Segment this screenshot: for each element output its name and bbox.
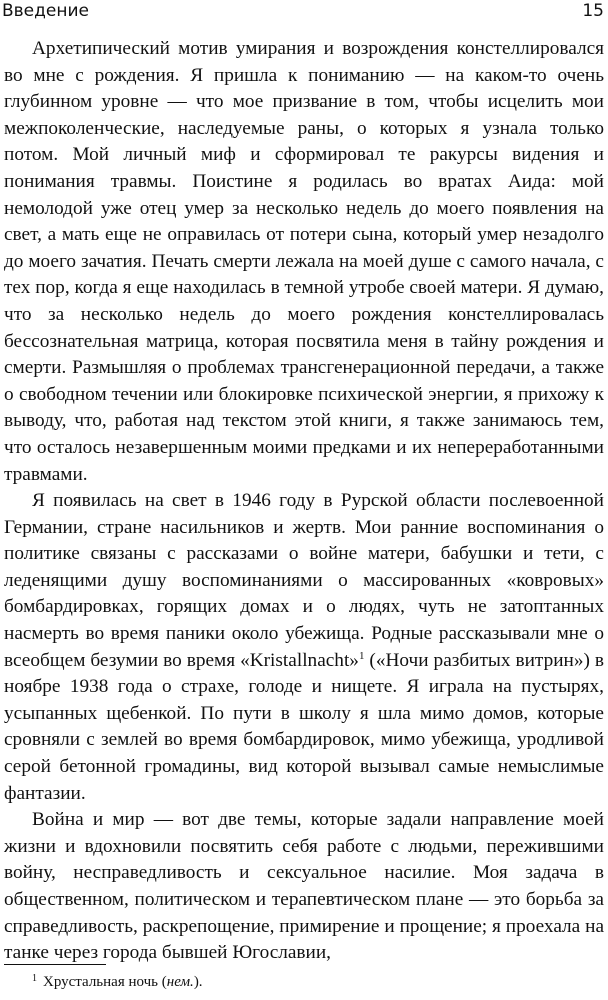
running-header (2, 0, 604, 24)
footnote-mark: 1 (32, 973, 37, 984)
paragraph-2 (4, 488, 604, 807)
body-text (4, 36, 604, 967)
footnote (4, 972, 604, 992)
footnote-divider (4, 964, 106, 965)
paragraph-2-part-2: («Ночи разбитых витрин») в ноябре 1938 года о страхе, голоде и нищете. Я играла на пустырях, усыпанных щебенкой. По пути в школу я шла мимо домов, которые сровняли с землей во время бомбардировок, мимо убежища, уродливой серой бетонной громадины, вид которой вызывал самые немыслимые фантазии. (4, 649, 604, 804)
footnote-reference[interactable]: 1 (358, 649, 365, 662)
page-number: 15 (582, 1, 604, 21)
paragraph-2-part-1: Я появилась на свет в 1946 году в Рурской области послевоенной Германии, стране насильников и жертв. Мои ранние воспоминания о политике связаны с рассказами о войне матери, бабушки и тети, с леденящими душу воспоминаниями о массированных «ковровых» бомбардировках, горящих домах и о людях, чуть не затоптанных насмерть во время паники около убежища. Родные рассказывали мне о всеобщем безумии во время «Kristallnacht» (4, 490, 604, 671)
footnote-text-end: ). (193, 974, 203, 990)
footnote-text: Хрустальная ночь ( (43, 974, 167, 990)
footnote-language-note: нем. (166, 974, 194, 990)
paragraph-3: Война и мир — вот две темы, которые задали направление моей жизни и вдохновили посвятить себя работе с людьми, пережившими войну, несправедливость и сексуальное насилие. Моя задача в общественном, политическом и терапевтическом плане — это борьба за справедливость, раскрепощение, примирение и прощение; я проехала на танке через города бывшей Югославии, (4, 809, 604, 964)
paragraph-1: Архетипический мотив умирания и возрождения констеллировался во мне с рождения. Я пришла к пониманию — на каком-то очень глубинном уровне — что мое призвание в том, чтобы исцелить мои межпоколенческие, наследуемые раны, о которых я узнала только потом. Мой личный миф и сформировал те ракурсы видения и понимания травмы. Поистине я родилась во вратах Аида: мой немолодой уже отец умер за несколько недель до моего появления на свет, а мать еще не оправилась от потери сына, который умер незадолго до моего зачатия. Печать смерти лежала на моей душе с самого начала, с тех пор, когда я еще находилась в темной утробе своей матери. Я думаю, что за несколько недель до моего рождения констеллировалась бессознательная матрица, которая посвятила меня в тайну рождения и смерти. Размышляя о проблемах трансгенерационной передачи, а также о свободном течении или блокировке психической энергии, я прихожу к выводу, что, работая над текстом этой книги, я также занимаюсь тем, что осталось незавершенным моими предками и их непереработанными травмами. (4, 38, 604, 485)
section-title: Введение (2, 1, 89, 21)
